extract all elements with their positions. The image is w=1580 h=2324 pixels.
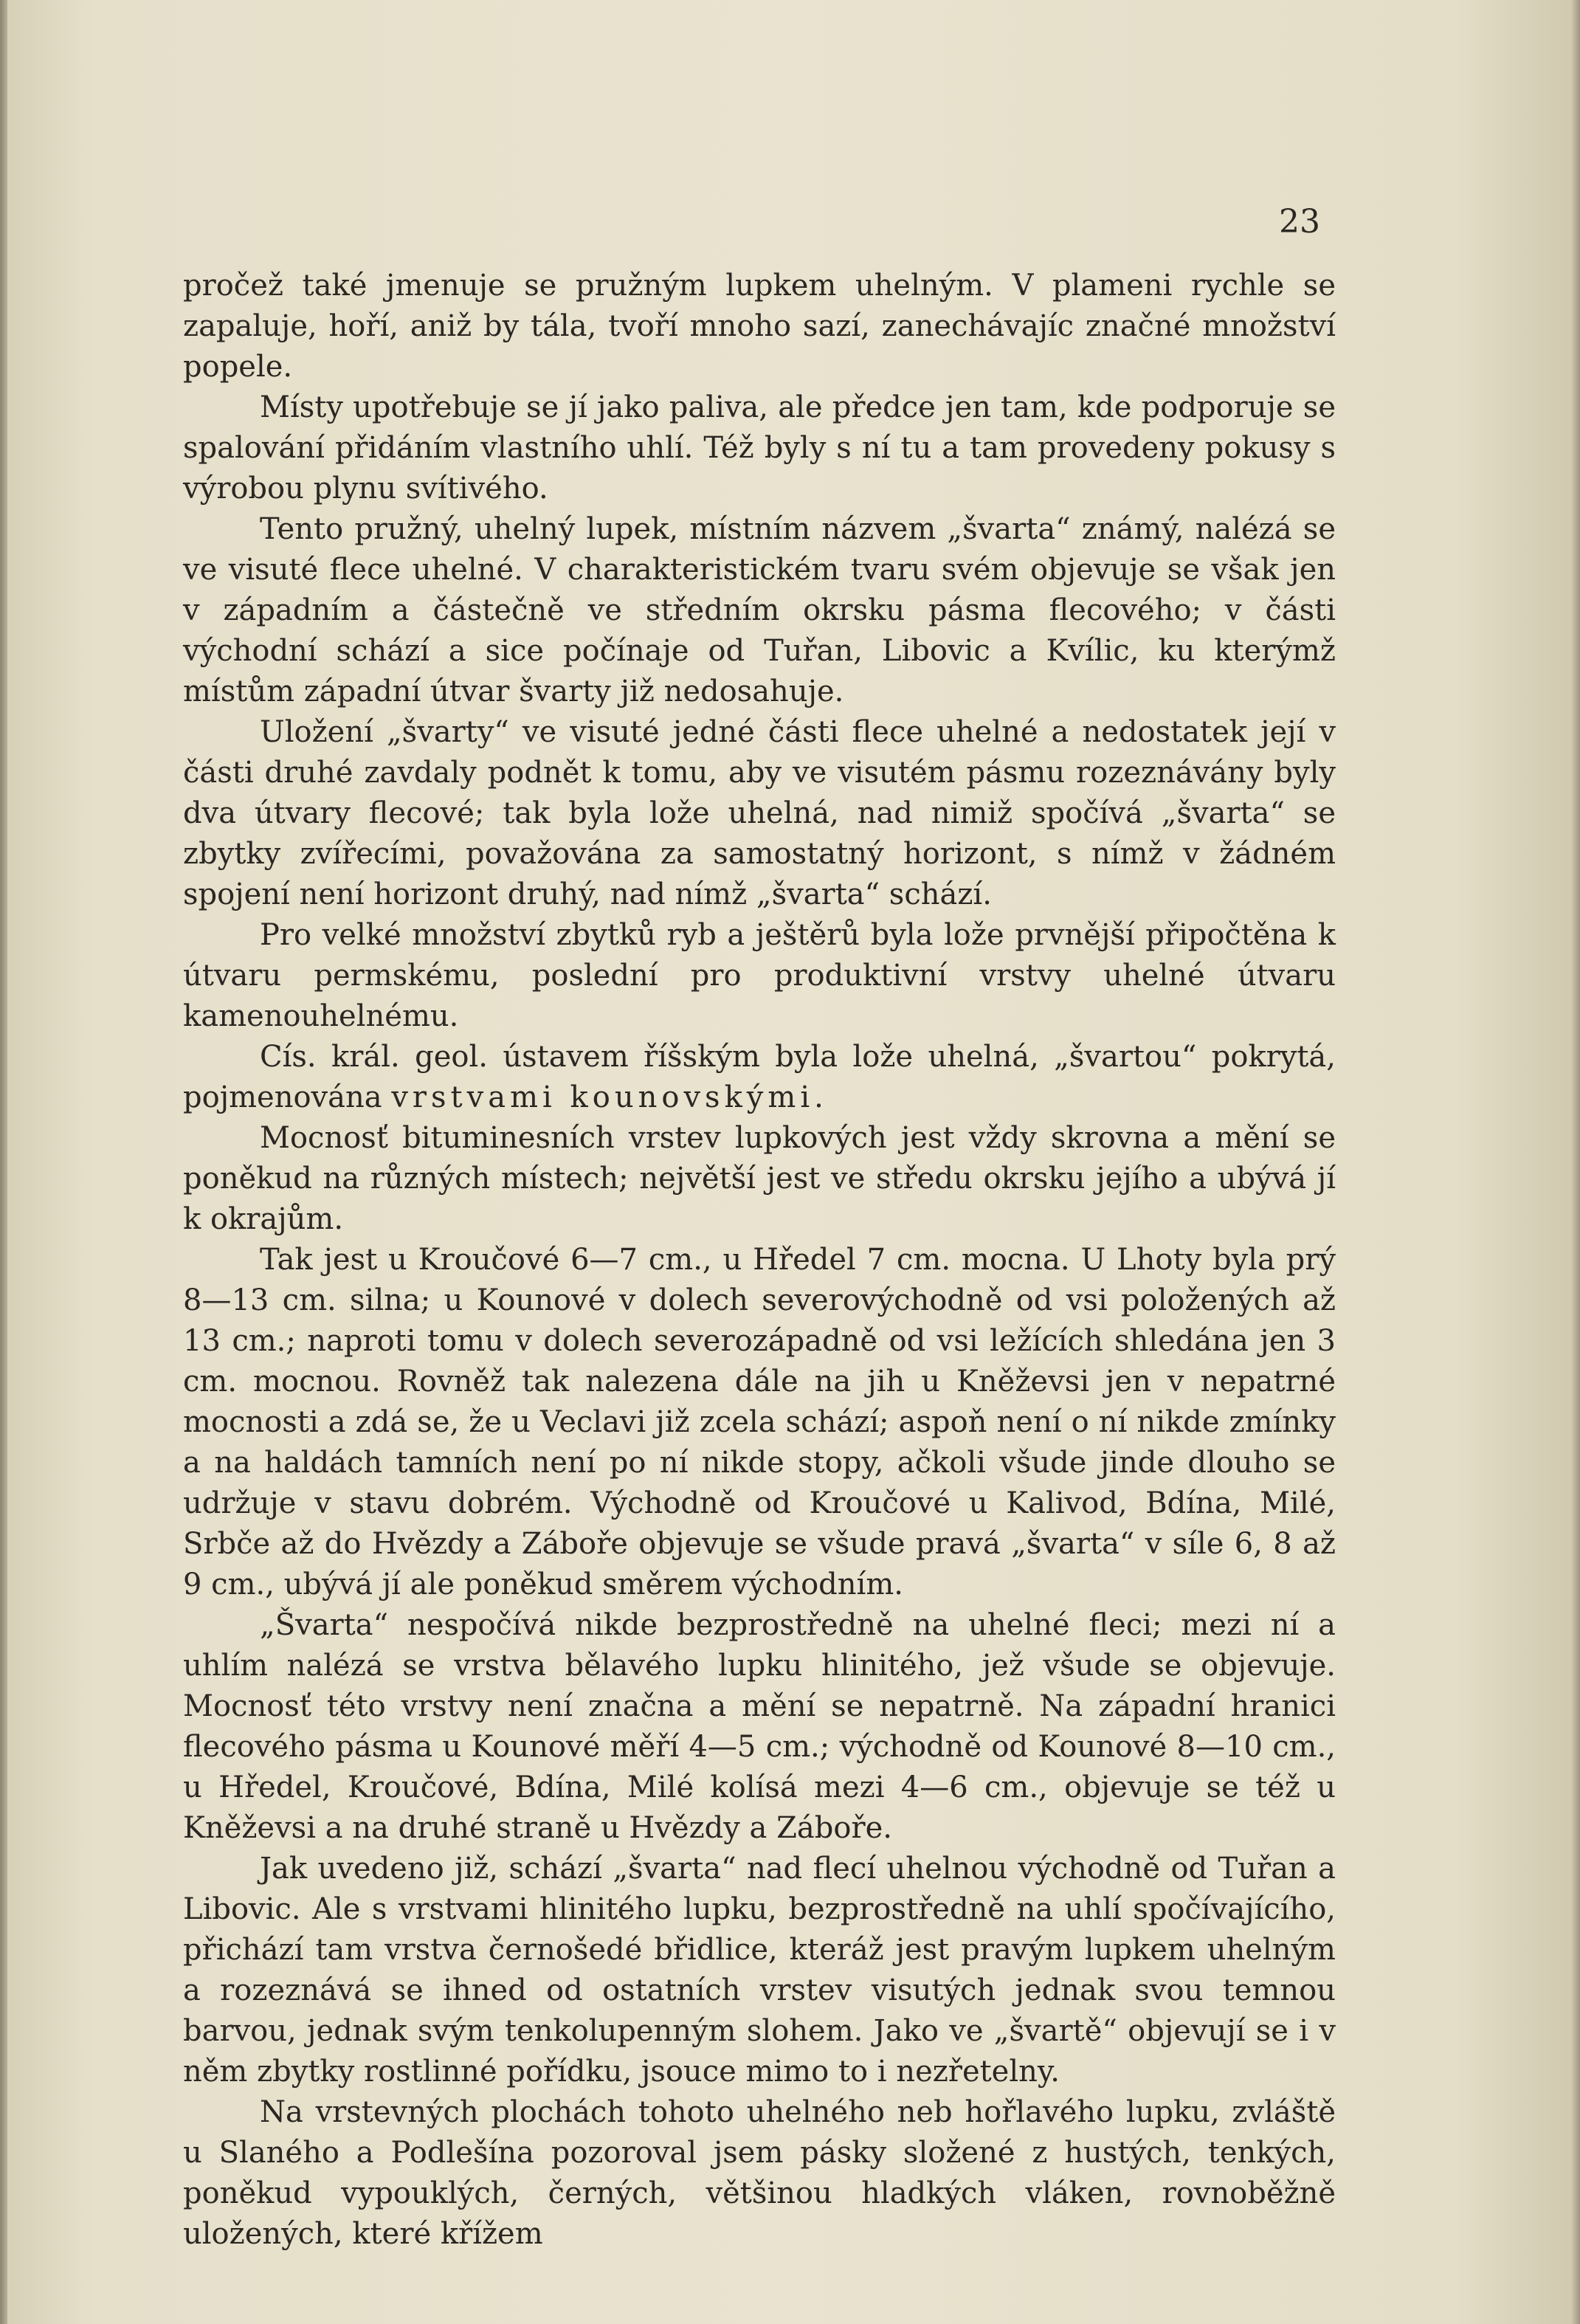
paragraph: Mocnosť bituminesních vrstev lupkových jest vždy skrovna a mění se poněkud na různých místech; největší jest ve středu okrsku jejího a ubývá jí k okrajům. <box>183 1121 1336 1236</box>
paragraph: Uložení „švarty“ ve visuté jedné části flece uhelné a nedostatek její v části druhé zavdaly podnět k tomu, aby ve visutém pásmu rozeznávány byly dva útvary flecové; tak byla lože uhelná, nad nimiž spočívá „švarta“ se zbytky zvířecími, považována za samostatný horizont, s nímž v žádném spojení není horizont druhý, nad nímž „švarta“ schází. <box>183 715 1336 911</box>
paragraph: Tento pružný, uhelný lupek, místním názvem „švarta“ známý, nalézá se ve visuté flece uhelné. V charakteristickém tvaru svém objevuje se však jen v západním a částečně ve středním okrsku pásma flecového; v části východní schází a sice počínaje od Tuřan, Libovic a Kvílic, ku kterýmž místům západní útvar švarty již nedosahuje. <box>183 512 1336 708</box>
emphasized-term: vrstvami kounovskými <box>391 1080 815 1114</box>
page-right-edge <box>1571 0 1580 2324</box>
paragraph: Pro velké množství zbytků ryb a ještěrů byla lože prvnější připočtěna k útvaru permskému, poslední pro produktivní vrstvy uhelné útvaru kamenouhelnému. <box>183 918 1336 1033</box>
body-text <box>183 266 1336 2255</box>
paragraph: pročež také jmenuje se pružným lupkem uhelným. V plameni rychle se zapaluje, hoří, aniž by tála, tvoří mnoho sazí, zanechávajíc značné množství popele. <box>183 269 1336 384</box>
page-number: 23 <box>1279 203 1320 241</box>
paragraph: Tak jest u Kroučové 6—7 cm., u Hředel 7 cm. mocna. U Lhoty byla prý 8—13 cm. silna; u Kounové v dolech severovýchodně od vsi položených až 13 cm.; naproti tomu v dolech severozápadně od vsi ležících shledána jen 3 cm. mocnou. Rovněž tak nalezena dále na jih u Kněževsi jen v nepatrné mocnosti a zdá se, že u Veclavi již zcela schází; aspoň není o ní nikde zmínky a na haldách tamních není po ní nikde stopy, ačkoli všude jinde dlouho se udržuje v stavu dobrém. Východně od Kroučové u Kalivod, Bdína, Milé, Srbče až do Hvězdy a Záboře objevuje se všude pravá „švarta“ v síle 6, 8 až 9 cm., ubývá jí ale poněkud směrem východním. <box>183 1243 1336 1601</box>
paragraph: Jak uvedeno již, schází „švarta“ nad flecí uhelnou východně od Tuřan a Libovic. Ale s vrstvami hlinitého lupku, bezprostředně na uhlí spočívajícího, přichází tam vrstva černošedé břidlice, kteráž jest pravým lupkem uhelným a rozeznává se ihned od ostatních vrstev visutých jednak svou temnou barvou, jednak svým tenkolupenným slohem. Jako ve „švartě“ objevují se i v něm zbytky rostlinné pořídku, jsouce mimo to i nezřetelny. <box>183 1852 1336 2089</box>
page-left-edge <box>0 0 7 2324</box>
paragraph-text-end: . <box>814 1080 824 1114</box>
paragraph-text: Cís. král. geol. ústavem říšským byla lože uhelná, „švartou“ pokrytá, pojmenována <box>183 1040 1336 1114</box>
paragraph <box>183 1037 1336 1118</box>
paragraph: Na vrstevných plochách tohoto uhelného neb hořlavého lupku, zvláště u Slaného a Podlešína pozoroval jsem pásky složené z hustých, tenkých, poněkud vypouklých, černých, většinou hladkých vláken, rovnoběžně uložených, které křížem <box>183 2095 1336 2251</box>
paragraph: Místy upotřebuje se jí jako paliva, ale předce jen tam, kde podporuje se spalování přidáním vlastního uhlí. Též byly s ní tu a tam provedeny pokusy s výrobou plynu svítivého. <box>183 390 1336 506</box>
paragraph: „Švarta“ nespočívá nikde bezprostředně na uhelné fleci; mezi ní a uhlím nalézá se vrstva bělavého lupku hlinitého, jež všude se objevuje. Mocnosť této vrstvy není značna a mění se nepatrně. Na západní hranici flecového pásma u Kounové měří 4—5 cm.; východně od Kounové 8—10 cm., u Hředel, Kroučové, Bdína, Milé kolísá mezi 4—6 cm., objevuje se též u Kněževsi a na druhé straně u Hvězdy a Záboře. <box>183 1608 1336 1845</box>
